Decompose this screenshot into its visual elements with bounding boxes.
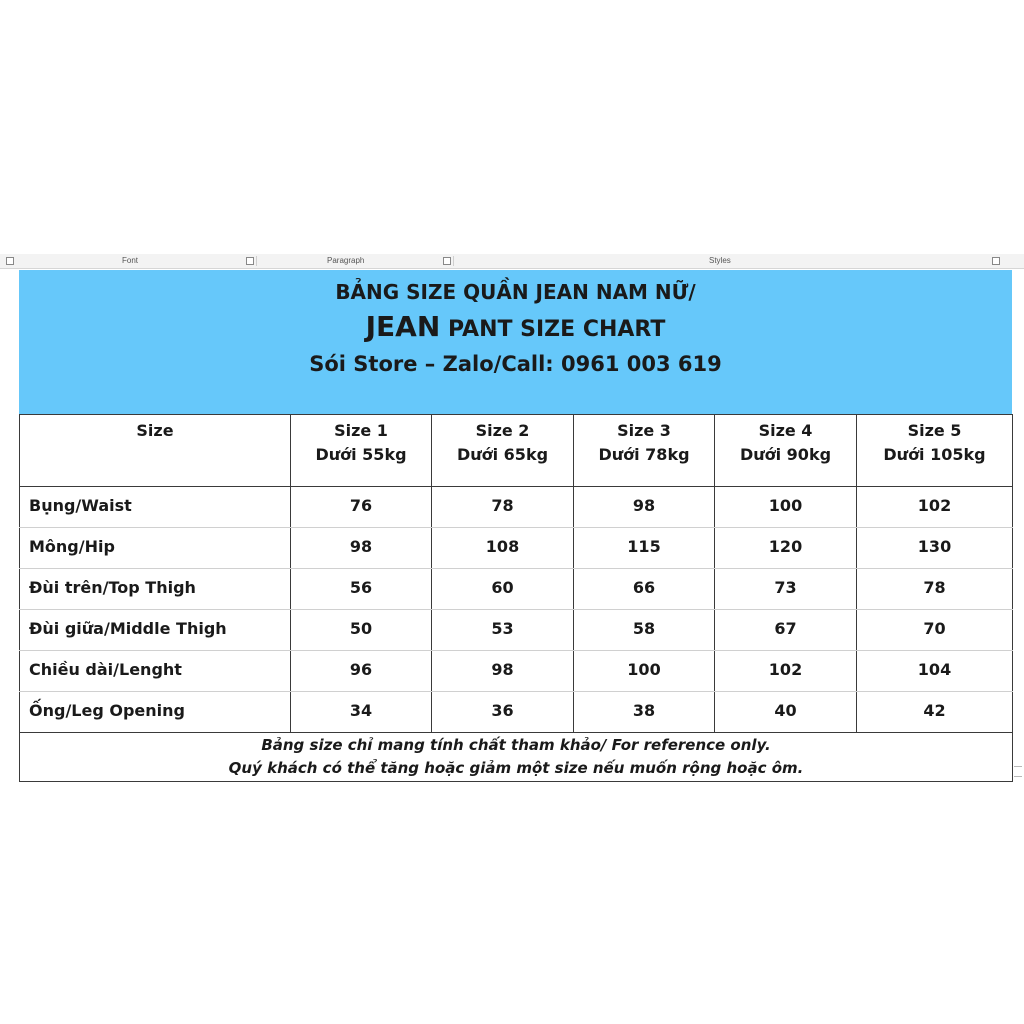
table-cell: 67 — [715, 610, 857, 651]
table-cell: 56 — [291, 569, 432, 610]
size-header — [291, 415, 432, 487]
table-cell: 34 — [291, 692, 432, 733]
size-header — [715, 415, 857, 487]
size-name: Size 2 — [475, 421, 530, 440]
size-weight: Dưới 90kg — [739, 445, 832, 464]
table-cell: 58 — [574, 610, 715, 651]
table-cell: 100 — [574, 651, 715, 692]
table-cell: 120 — [715, 528, 857, 569]
table-row — [20, 651, 1013, 692]
note-line-1: Bảng size chỉ mang tính chất tham khảo/ For reference only. — [261, 736, 771, 754]
table-cell: 70 — [857, 610, 1013, 651]
size-header — [432, 415, 574, 487]
ribbon-group-font: Font — [122, 256, 139, 265]
table-row — [20, 692, 1013, 733]
size-name: Size 3 — [617, 421, 671, 440]
ribbon-group-bar — [0, 254, 1024, 269]
page-edge-mark — [1014, 766, 1022, 767]
size-weight: Dưới 55kg — [315, 445, 407, 464]
table-cell: 98 — [574, 487, 715, 528]
table-cell: 50 — [291, 610, 432, 651]
table-cell: 40 — [715, 692, 857, 733]
table-cell: 60 — [432, 569, 574, 610]
title-vietnamese: BẢNG SIZE QUẦN JEAN NAM NỮ/ — [335, 280, 696, 304]
size-weight: Dưới 65kg — [456, 445, 549, 464]
size-chart-title-band — [19, 270, 1012, 414]
table-row — [20, 528, 1013, 569]
table-row — [20, 610, 1013, 651]
table-cell: 42 — [857, 692, 1013, 733]
measure-label: Đùi trên/Top Thigh — [20, 569, 291, 610]
note-line-2: Quý khách có thể tăng hoặc giảm một size nếu muốn rộng hoặc ôm. — [228, 759, 804, 777]
corner-label: Size — [20, 415, 291, 487]
table-cell: 66 — [574, 569, 715, 610]
reference-note — [20, 733, 1013, 782]
table-cell: 115 — [574, 528, 715, 569]
table-row — [20, 487, 1013, 528]
table-cell: 96 — [291, 651, 432, 692]
paragraph-dialog-launcher-icon[interactable] — [443, 257, 451, 265]
page-edge-mark — [1014, 776, 1022, 777]
title-english — [19, 310, 1012, 343]
dialog-launcher-icon[interactable] — [6, 257, 14, 265]
table-cell: 98 — [432, 651, 574, 692]
ribbon-separator — [256, 256, 257, 266]
table-cell: 78 — [857, 569, 1013, 610]
table-cell: 78 — [432, 487, 574, 528]
table-cell: 73 — [715, 569, 857, 610]
store-contact: Sói Store – Zalo/Call: 0961 003 619 — [309, 352, 722, 376]
table-cell: 53 — [432, 610, 574, 651]
size-header — [857, 415, 1013, 487]
title-pant-size-chart: PANT SIZE CHART — [440, 317, 666, 342]
table-cell: 100 — [715, 487, 857, 528]
table-cell: 36 — [432, 692, 574, 733]
measure-label: Ống/Leg Opening — [20, 692, 291, 733]
styles-dialog-launcher-icon[interactable] — [992, 257, 1000, 265]
ribbon-separator — [453, 256, 454, 266]
ribbon-group-paragraph: Paragraph — [327, 256, 365, 265]
measure-label: Mông/Hip — [20, 528, 291, 569]
table-cell: 102 — [857, 487, 1013, 528]
measure-label: Đùi giữa/Middle Thigh — [20, 610, 291, 651]
ribbon-group-styles: Styles — [709, 256, 731, 265]
measure-label: Chiều dài/Lenght — [20, 651, 291, 692]
size-header — [574, 415, 715, 487]
size-name: Size 1 — [334, 421, 388, 440]
table-row — [20, 569, 1013, 610]
table-cell: 76 — [291, 487, 432, 528]
table-note-row — [20, 733, 1013, 782]
title-jean: JEAN — [365, 310, 441, 343]
table-cell: 130 — [857, 528, 1013, 569]
measure-label: Bụng/Waist — [20, 487, 291, 528]
font-dialog-launcher-icon[interactable] — [246, 257, 254, 265]
table-cell: 102 — [715, 651, 857, 692]
table-header-row — [20, 415, 1013, 487]
size-name: Size 4 — [758, 421, 813, 440]
table-cell: 98 — [291, 528, 432, 569]
table-cell: 38 — [574, 692, 715, 733]
size-weight: Dưới 105kg — [883, 445, 986, 464]
size-weight: Dưới 78kg — [598, 445, 690, 464]
table-cell: 104 — [857, 651, 1013, 692]
table-cell: 108 — [432, 528, 574, 569]
size-name: Size 5 — [907, 421, 962, 440]
size-table — [19, 414, 1013, 782]
